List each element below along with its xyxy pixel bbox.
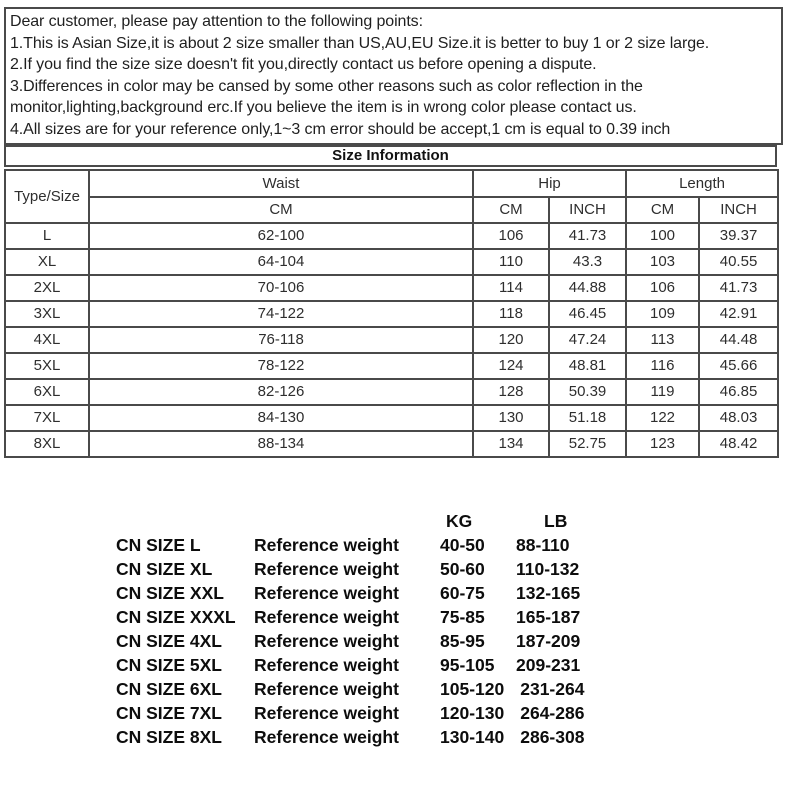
weight-kg-value: 50-60	[440, 559, 485, 579]
length-cm-cell: 103	[626, 249, 699, 275]
notes-intro-line: Dear customer, please pay attention to the following points:	[10, 13, 423, 30]
size-table-row	[5, 275, 778, 301]
weight-lb-value: 110-132	[516, 559, 580, 579]
weight-lb-value: 165-187	[516, 607, 581, 627]
weight-lb-value: 88-110	[516, 535, 570, 555]
length-cm-cell: 109	[626, 301, 699, 327]
hip-inch-cell: 43.3	[549, 249, 626, 275]
table-group-header-row	[5, 170, 778, 197]
corner-header-cell: Type/Size	[5, 170, 89, 223]
length-inch-cell: 42.91	[699, 301, 778, 327]
weight-ref-label: Reference weight	[254, 631, 399, 651]
hip-inch-cell: 48.81	[549, 353, 626, 379]
notes-point-3: 3.Differences in color may be cansed by some other reasons such as color reflection in the	[10, 77, 643, 95]
weight-lb-value: 209-231	[516, 655, 581, 675]
length-cm-cell: 113	[626, 327, 699, 353]
waist-cm-header: CM	[89, 197, 473, 223]
waist-group-header: Waist	[89, 170, 473, 197]
weight-row	[4, 725, 783, 749]
weight-row	[4, 653, 783, 677]
weight-row	[4, 677, 783, 701]
weight-size-label: CN SIZE L	[116, 535, 201, 555]
hip-cm-cell: 106	[473, 223, 549, 249]
length-cm-cell: 119	[626, 379, 699, 405]
customer-notes-box	[4, 7, 783, 145]
weight-size-label: CN SIZE 4XL	[116, 631, 222, 651]
weight-kg-value: 60-75	[440, 583, 485, 603]
weight-kg-value: 120-130	[440, 703, 505, 723]
length-cm-cell: 100	[626, 223, 699, 249]
size-table-row	[5, 223, 778, 249]
weight-row	[4, 557, 783, 581]
weight-kg-value: 130-140	[440, 727, 505, 747]
notes-point-4: 4.All sizes are for your reference only,1~3 cm error should be accept,1 cm is equal to 0.39 inch	[10, 120, 671, 138]
size-cell: 4XL	[5, 327, 89, 353]
weight-lb-value: 132-165	[516, 583, 581, 603]
waist-cm-cell: 84-130	[89, 405, 473, 431]
length-cm-cell: 122	[626, 405, 699, 431]
length-inch-cell: 40.55	[699, 249, 778, 275]
size-cell: XL	[5, 249, 89, 275]
notes-point-1: 1.This is Asian Size,it is about 2 size smaller than US,AU,EU Size.it is better to buy 1 or 2 size large.	[10, 34, 710, 52]
weight-size-label: CN SIZE XXL	[116, 583, 224, 603]
weight-row	[4, 533, 783, 557]
length-inch-cell: 41.73	[699, 275, 778, 301]
weight-kg-value: 105-120	[440, 679, 505, 699]
length-group-header: Length	[626, 170, 778, 197]
weight-rows	[4, 533, 783, 749]
hip-inch-cell: 46.45	[549, 301, 626, 327]
weight-kg-value: 85-95	[440, 631, 485, 651]
size-cell: 2XL	[5, 275, 89, 301]
length-inch-cell: 45.66	[699, 353, 778, 379]
size-table-row	[5, 405, 778, 431]
weight-ref-label: Reference weight	[254, 583, 399, 603]
length-inch-cell: 48.42	[699, 431, 778, 457]
weight-size-label: CN SIZE 5XL	[116, 655, 222, 675]
weight-size-label: CN SIZE 7XL	[116, 703, 222, 723]
weight-row	[4, 605, 783, 629]
hip-inch-cell: 51.18	[549, 405, 626, 431]
weight-row	[4, 581, 783, 605]
weight-size-label: CN SIZE 6XL	[116, 679, 222, 699]
length-inch-cell: 39.37	[699, 223, 778, 249]
weight-lb-value: 264-286	[520, 703, 585, 723]
size-table-row	[5, 353, 778, 379]
length-inch-cell: 48.03	[699, 405, 778, 431]
size-table-row	[5, 327, 778, 353]
lb-column-header: LB	[544, 511, 568, 531]
weight-lb-value: 187-209	[516, 631, 581, 651]
weight-size-label: CN SIZE 8XL	[116, 727, 222, 747]
hip-cm-cell: 134	[473, 431, 549, 457]
hip-cm-cell: 130	[473, 405, 549, 431]
waist-cm-cell: 74-122	[89, 301, 473, 327]
waist-cm-cell: 82-126	[89, 379, 473, 405]
weight-kg-value: 95-105	[440, 655, 495, 675]
size-table-row	[5, 249, 778, 275]
hip-cm-cell: 110	[473, 249, 549, 275]
weight-lb-value: 231-264	[520, 679, 585, 699]
size-table-body	[5, 223, 778, 457]
table-unit-header-row	[5, 197, 778, 223]
length-cm-cell: 116	[626, 353, 699, 379]
notes-point-3-cont: monitor,lighting,background erc.If you believe the item is in wrong color please contact us.	[10, 99, 637, 116]
length-cm-header: CM	[626, 197, 699, 223]
weight-lb-value: 286-308	[520, 727, 585, 747]
length-inch-cell: 44.48	[699, 327, 778, 353]
hip-cm-cell: 114	[473, 275, 549, 301]
size-cell: 7XL	[5, 405, 89, 431]
hip-cm-cell: 120	[473, 327, 549, 353]
kg-column-header: KG	[446, 511, 473, 531]
weight-section	[4, 509, 783, 749]
size-table-row	[5, 301, 778, 327]
waist-cm-cell: 78-122	[89, 353, 473, 379]
size-table-row	[5, 431, 778, 457]
weight-ref-label: Reference weight	[254, 679, 399, 699]
size-table-row	[5, 379, 778, 405]
waist-cm-cell: 76-118	[89, 327, 473, 353]
content-area	[4, 7, 783, 749]
size-table-title: Size Information	[4, 145, 777, 167]
weight-ref-label: Reference weight	[254, 559, 399, 579]
length-inch-cell: 46.85	[699, 379, 778, 405]
notes-point-2: 2.If you find the size size doesn't fit you,directly contact us before opening a dispute.	[10, 56, 597, 73]
hip-inch-cell: 47.24	[549, 327, 626, 353]
length-cm-cell: 106	[626, 275, 699, 301]
hip-inch-header: INCH	[549, 197, 626, 223]
hip-cm-cell: 118	[473, 301, 549, 327]
waist-cm-cell: 62-100	[89, 223, 473, 249]
size-cell: 6XL	[5, 379, 89, 405]
length-cm-cell: 123	[626, 431, 699, 457]
weight-ref-label: Reference weight	[254, 655, 399, 675]
weight-ref-label: Reference weight	[254, 607, 399, 627]
weight-kg-value: 75-85	[440, 607, 485, 627]
hip-cm-cell: 128	[473, 379, 549, 405]
weight-row	[4, 701, 783, 725]
size-cell: 5XL	[5, 353, 89, 379]
weight-row	[4, 629, 783, 653]
waist-cm-cell: 88-134	[89, 431, 473, 457]
waist-cm-cell: 70-106	[89, 275, 473, 301]
length-inch-header: INCH	[699, 197, 778, 223]
hip-inch-cell: 41.73	[549, 223, 626, 249]
weight-header-row	[4, 509, 783, 533]
weight-size-label: CN SIZE XL	[116, 559, 213, 579]
weight-ref-label: Reference weight	[254, 703, 399, 723]
hip-inch-cell: 50.39	[549, 379, 626, 405]
hip-cm-cell: 124	[473, 353, 549, 379]
size-table	[4, 169, 779, 458]
hip-group-header: Hip	[473, 170, 626, 197]
size-cell: 8XL	[5, 431, 89, 457]
hip-inch-cell: 44.88	[549, 275, 626, 301]
hip-inch-cell: 52.75	[549, 431, 626, 457]
weight-kg-value: 40-50	[440, 535, 485, 555]
waist-cm-cell: 64-104	[89, 249, 473, 275]
weight-ref-label: Reference weight	[254, 535, 399, 555]
hip-cm-header: CM	[473, 197, 549, 223]
size-cell: 3XL	[5, 301, 89, 327]
weight-ref-label: Reference weight	[254, 727, 399, 747]
weight-size-label: CN SIZE XXXL	[116, 607, 236, 627]
size-cell: L	[5, 223, 89, 249]
